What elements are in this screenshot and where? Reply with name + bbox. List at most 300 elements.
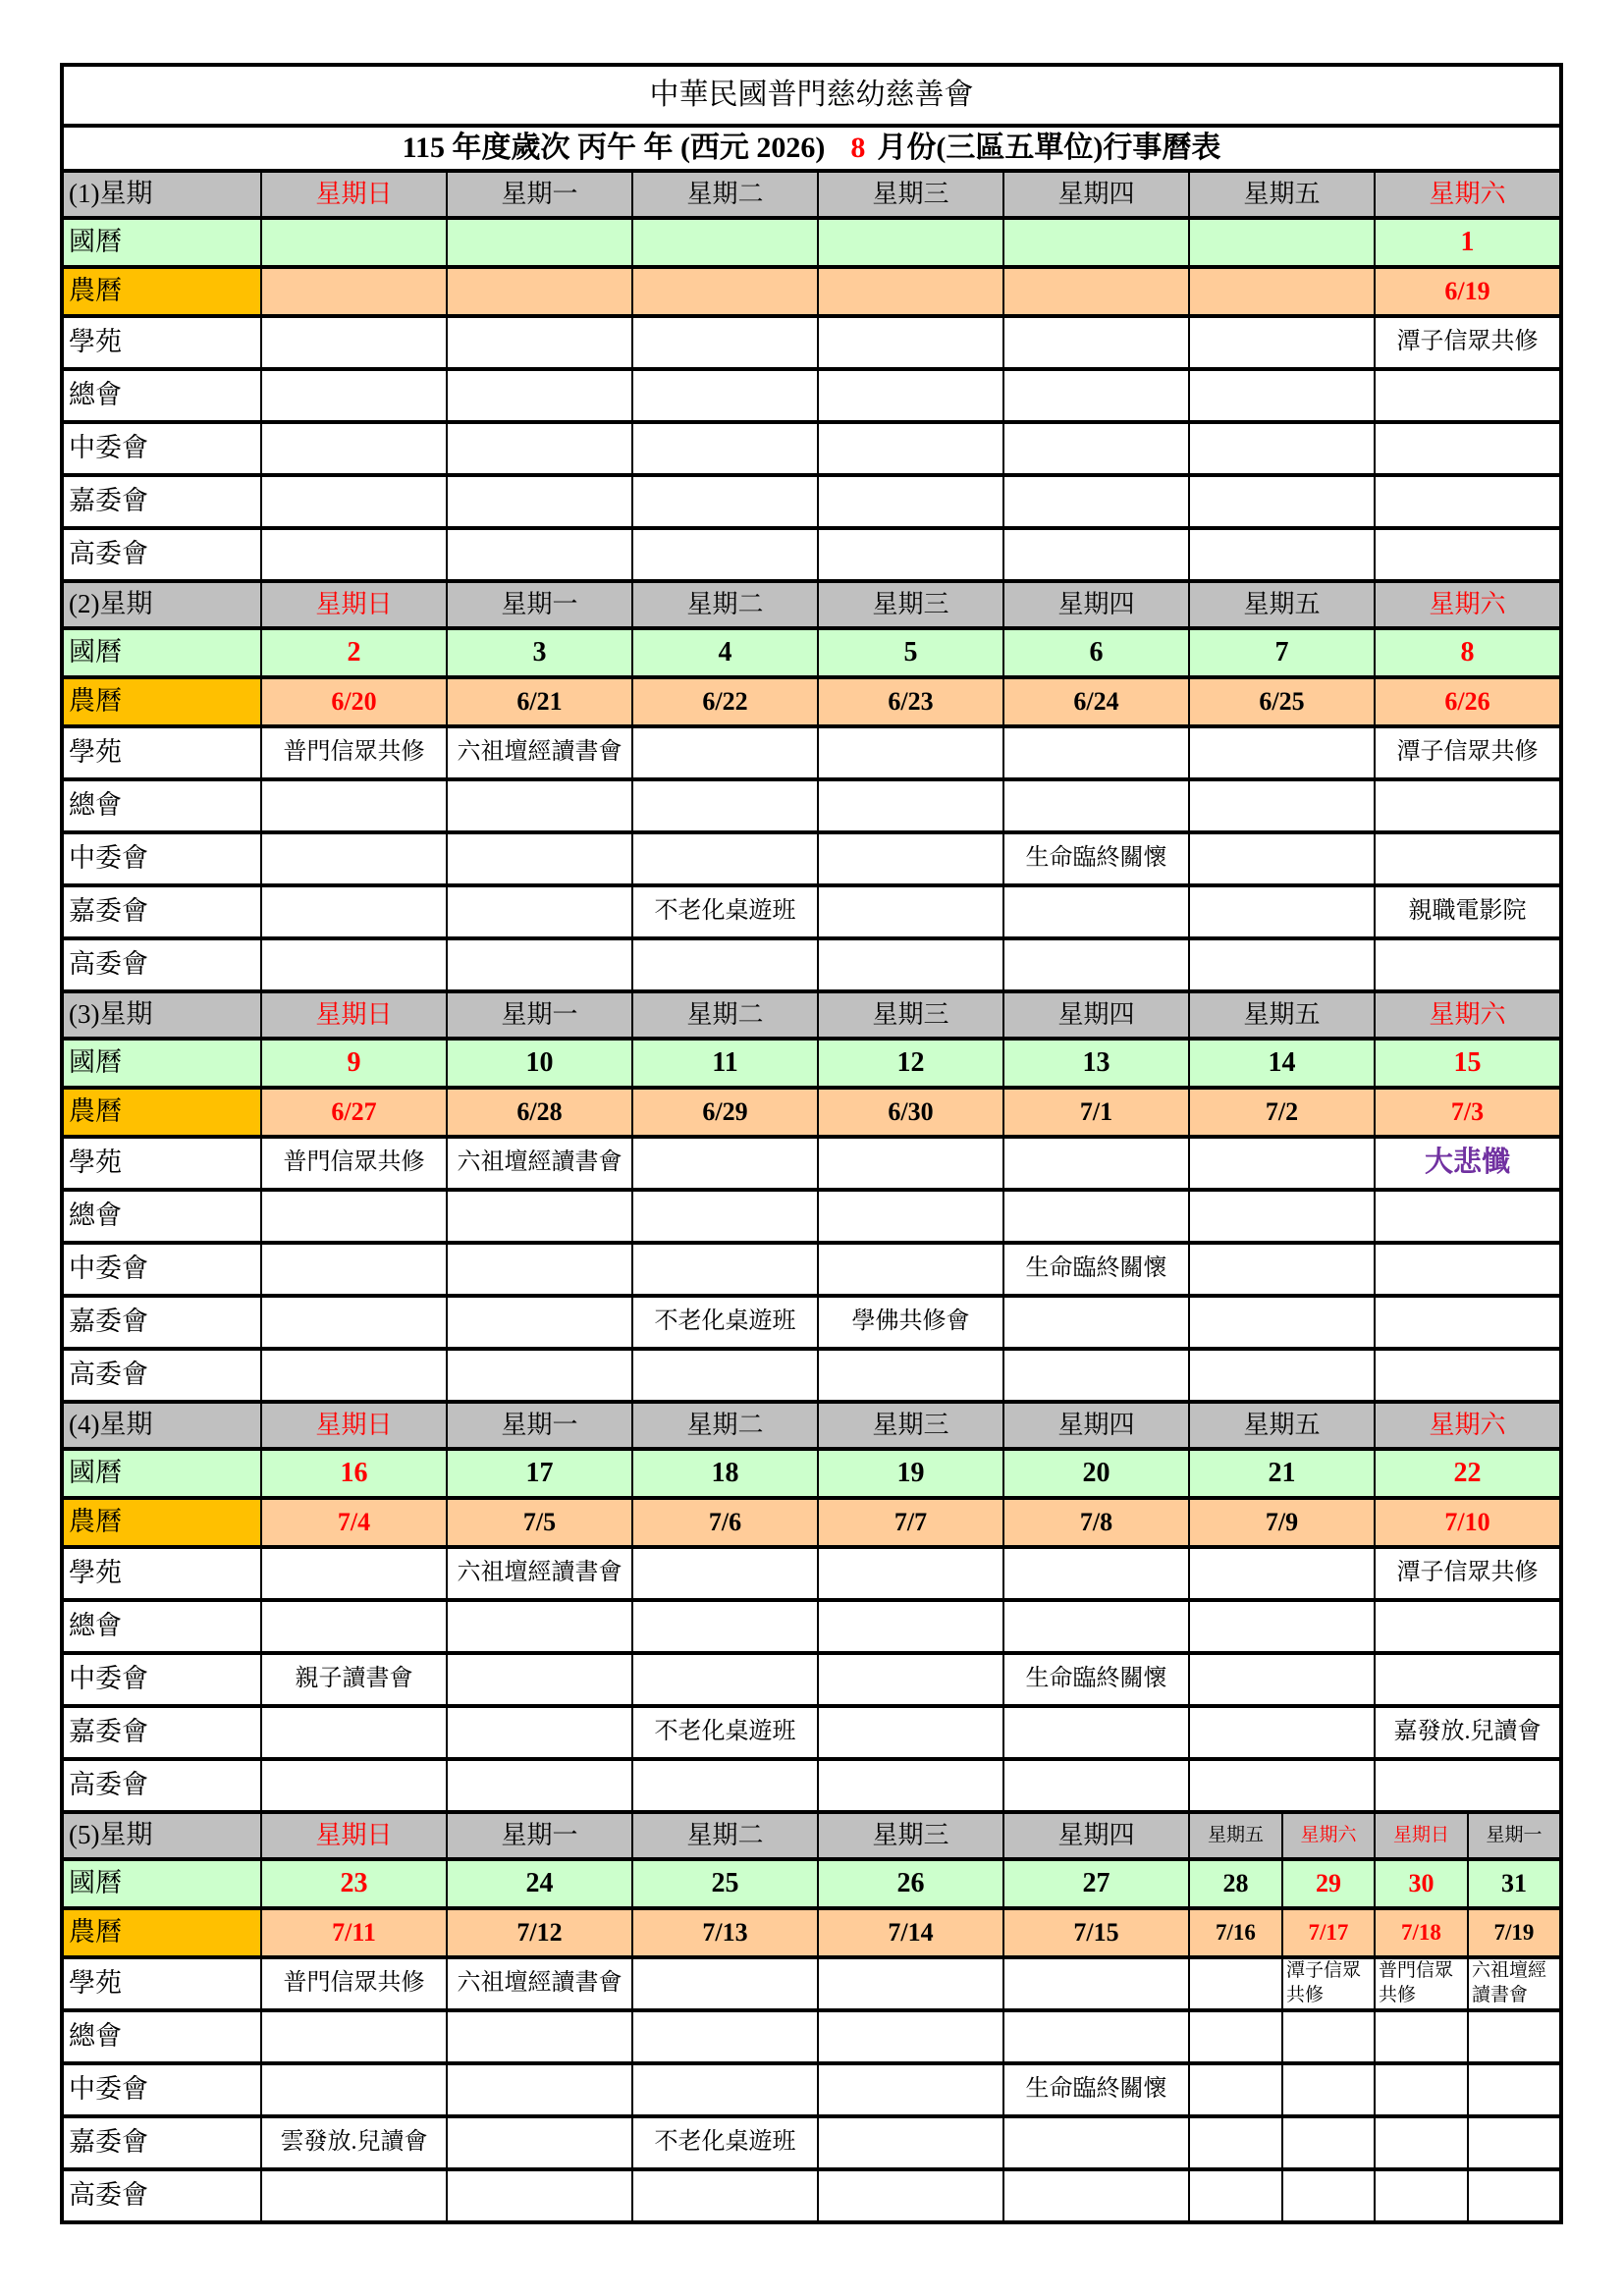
event-cell — [1283, 2118, 1374, 2167]
unit-row-label: 中委會 — [64, 834, 260, 883]
week-3-solar-date-row — [64, 1041, 1559, 1086]
week-4-solar-date-row — [64, 1451, 1559, 1496]
event-cell — [1004, 477, 1188, 526]
event-cell — [1376, 477, 1559, 526]
event-cell — [448, 2171, 631, 2220]
event-cell — [819, 530, 1002, 579]
day-header-cell: 星期三 — [819, 1814, 1002, 1857]
solar-date-cell: 2 — [262, 630, 446, 675]
event-cell — [633, 1549, 817, 1598]
event-cell — [1376, 1655, 1559, 1704]
event-cell — [1004, 2118, 1188, 2167]
week-label: (5)星期 — [64, 1814, 260, 1857]
lunar-date-cell: 7/18 — [1376, 1910, 1467, 1955]
solar-row-label: 國曆 — [64, 1451, 260, 1496]
day-header-cell: 星期五 — [1190, 1814, 1281, 1857]
event-cell — [633, 2012, 817, 2061]
event-cell: 學佛共修會 — [819, 1298, 1002, 1347]
solar-date-cell: 20 — [1004, 1451, 1188, 1496]
event-cell — [262, 318, 446, 367]
lunar-date-cell: 6/30 — [819, 1090, 1002, 1135]
lunar-date-cell: 6/27 — [262, 1090, 446, 1135]
event-cell — [448, 2065, 631, 2114]
day-header-cell: 星期三 — [819, 173, 1002, 216]
day-header-cell: 星期一 — [448, 1814, 631, 1857]
solar-row-label: 國曆 — [64, 1041, 260, 1086]
event-cell: 潭子信眾共修 — [1376, 318, 1559, 367]
event-cell — [262, 424, 446, 473]
lunar-row-label: 農曆 — [64, 679, 260, 724]
event-cell — [1376, 1245, 1559, 1294]
week-5-day-header-row — [64, 1814, 1559, 1857]
event-cell — [633, 1139, 817, 1188]
lunar-date-cell: 6/22 — [633, 679, 817, 724]
event-cell — [262, 2065, 446, 2114]
event-cell — [633, 1959, 817, 2008]
event-cell — [1190, 1708, 1374, 1757]
solar-date-cell: 27 — [1004, 1861, 1188, 1906]
event-cell — [819, 728, 1002, 777]
event-cell — [819, 2118, 1002, 2167]
day-header-cell: 星期二 — [633, 173, 817, 216]
day-header-cell: 星期日 — [1376, 1814, 1467, 1857]
event-cell — [1004, 530, 1188, 579]
unit-row-label: 學苑 — [64, 1959, 260, 2008]
event-cell — [1190, 2118, 1281, 2167]
lunar-date-cell: 6/19 — [1376, 269, 1559, 314]
week-label: (3)星期 — [64, 993, 260, 1037]
event-cell — [448, 1761, 631, 1810]
event-cell — [819, 887, 1002, 936]
week-2-unit-row-5 — [64, 940, 1559, 989]
solar-date-cell — [819, 220, 1002, 265]
solar-date-cell: 22 — [1376, 1451, 1559, 1496]
event-cell — [1376, 1761, 1559, 1810]
event-cell — [1004, 1139, 1188, 1188]
day-header-cell: 星期四 — [1004, 1404, 1188, 1447]
week-1-solar-date-row — [64, 220, 1559, 265]
week-1-unit-row-3 — [64, 424, 1559, 473]
event-cell — [1376, 940, 1559, 989]
lunar-date-cell: 7/8 — [1004, 1500, 1188, 1545]
lunar-date-cell: 7/5 — [448, 1500, 631, 1545]
unit-row-label: 學苑 — [64, 1139, 260, 1188]
day-header-cell: 星期二 — [633, 993, 817, 1037]
week-3-unit-row-5 — [64, 1351, 1559, 1400]
event-cell — [448, 1245, 631, 1294]
event-cell — [1190, 781, 1374, 830]
unit-row-label: 高委會 — [64, 2171, 260, 2220]
event-cell — [819, 2065, 1002, 2114]
event-cell — [819, 424, 1002, 473]
event-cell — [448, 781, 631, 830]
unit-row-label: 嘉委會 — [64, 477, 260, 526]
event-cell — [633, 1602, 817, 1651]
unit-row-label: 學苑 — [64, 1549, 260, 1598]
lunar-date-cell: 6/24 — [1004, 679, 1188, 724]
event-cell — [1376, 1192, 1559, 1241]
unit-row-label: 高委會 — [64, 1761, 260, 1810]
event-cell — [819, 1655, 1002, 1704]
lunar-date-cell: 7/2 — [1190, 1090, 1374, 1135]
event-cell — [819, 1959, 1002, 2008]
solar-row-label: 國曆 — [64, 220, 260, 265]
title-row — [64, 67, 1559, 124]
event-cell: 普門信眾共修 — [1376, 1959, 1467, 2008]
subtitle-year-era: 115 年度歲次 丙午 年 (西元 2026) — [402, 131, 826, 164]
day-header-cell: 星期四 — [1004, 583, 1188, 626]
lunar-row-label: 農曆 — [64, 1500, 260, 1545]
event-cell: 雲發放.兒讀會 — [262, 2118, 446, 2167]
week-5-unit-row-5 — [64, 2171, 1559, 2220]
unit-row-label: 中委會 — [64, 2065, 260, 2114]
event-cell: 生命臨終關懷 — [1004, 2065, 1188, 2114]
event-cell: 六祖壇經讀書會 — [1469, 1959, 1559, 2008]
week-2-solar-date-row — [64, 630, 1559, 675]
day-header-cell: 星期五 — [1190, 1404, 1374, 1447]
calendar-table — [60, 63, 1563, 2224]
unit-row-label: 中委會 — [64, 424, 260, 473]
solar-date-cell: 28 — [1190, 1861, 1281, 1906]
week-5-lunar-date-row — [64, 1910, 1559, 1955]
event-cell — [262, 477, 446, 526]
event-cell — [633, 834, 817, 883]
event-cell — [1190, 2012, 1281, 2061]
event-cell — [262, 940, 446, 989]
lunar-date-cell: 7/1 — [1004, 1090, 1188, 1135]
week-4-unit-row-3 — [64, 1655, 1559, 1704]
day-header-cell: 星期五 — [1190, 173, 1374, 216]
day-header-cell: 星期日 — [262, 583, 446, 626]
unit-row-label: 高委會 — [64, 1351, 260, 1400]
calendar-subtitle — [64, 128, 1559, 169]
event-cell — [262, 1761, 446, 1810]
event-cell: 不老化桌遊班 — [633, 1708, 817, 1757]
event-cell — [448, 1351, 631, 1400]
event-cell — [1376, 1602, 1559, 1651]
event-cell — [1004, 1959, 1188, 2008]
event-cell — [448, 887, 631, 936]
event-cell — [1004, 781, 1188, 830]
event-cell — [819, 1351, 1002, 1400]
event-cell — [1469, 2171, 1559, 2220]
event-cell — [1190, 2171, 1281, 2220]
week-3-unit-row-1 — [64, 1139, 1559, 1188]
lunar-date-cell: 7/13 — [633, 1910, 817, 1955]
lunar-date-cell: 7/10 — [1376, 1500, 1559, 1545]
day-header-cell: 星期五 — [1190, 993, 1374, 1037]
event-cell — [633, 940, 817, 989]
event-cell — [448, 2118, 631, 2167]
unit-row-label: 總會 — [64, 1602, 260, 1651]
event-cell — [633, 728, 817, 777]
solar-date-cell: 17 — [448, 1451, 631, 1496]
event-cell — [1004, 2012, 1188, 2061]
event-cell — [1004, 1549, 1188, 1598]
event-cell — [1004, 1298, 1188, 1347]
day-header-cell: 星期日 — [262, 1814, 446, 1857]
lunar-date-cell: 7/4 — [262, 1500, 446, 1545]
week-3-day-header-row — [64, 993, 1559, 1037]
event-cell: 普門信眾共修 — [262, 1139, 446, 1188]
event-cell: 潭子信眾共修 — [1376, 728, 1559, 777]
solar-date-cell: 12 — [819, 1041, 1002, 1086]
event-cell — [819, 1549, 1002, 1598]
week-label: (1)星期 — [64, 173, 260, 216]
event-cell — [1376, 424, 1559, 473]
org-title: 中華民國普門慈幼慈善會 — [64, 67, 1559, 124]
event-cell — [1004, 1708, 1188, 1757]
week-4-lunar-date-row — [64, 1500, 1559, 1545]
event-cell — [1376, 530, 1559, 579]
week-3-unit-row-3 — [64, 1245, 1559, 1294]
event-cell — [633, 1351, 817, 1400]
solar-date-cell: 24 — [448, 1861, 631, 1906]
solar-date-cell: 5 — [819, 630, 1002, 675]
event-cell — [448, 530, 631, 579]
event-cell — [1004, 371, 1188, 420]
event-cell — [262, 781, 446, 830]
event-cell — [1469, 2012, 1559, 2061]
solar-date-cell — [262, 220, 446, 265]
week-2-unit-row-4 — [64, 887, 1559, 936]
event-cell — [1190, 887, 1374, 936]
day-header-cell: 星期日 — [262, 173, 446, 216]
week-1-unit-row-2 — [64, 371, 1559, 420]
week-5-solar-date-row — [64, 1861, 1559, 1906]
day-header-cell: 星期二 — [633, 1404, 817, 1447]
event-cell: 潭子信眾共修 — [1376, 1549, 1559, 1598]
event-cell — [1004, 318, 1188, 367]
event-cell — [1283, 2065, 1374, 2114]
event-cell — [262, 371, 446, 420]
event-cell — [1376, 1351, 1559, 1400]
event-cell — [1190, 834, 1374, 883]
unit-row-label: 嘉委會 — [64, 1298, 260, 1347]
event-cell — [448, 424, 631, 473]
event-cell — [1004, 940, 1188, 989]
lunar-date-cell: 7/6 — [633, 1500, 817, 1545]
event-cell — [1376, 834, 1559, 883]
event-cell — [819, 1139, 1002, 1188]
subtitle-month-number: 8 — [850, 131, 866, 164]
day-header-cell: 星期六 — [1283, 1814, 1374, 1857]
lunar-date-cell: 7/19 — [1469, 1910, 1559, 1955]
day-header-cell: 星期三 — [819, 583, 1002, 626]
event-cell: 親子讀書會 — [262, 1655, 446, 1704]
lunar-date-cell — [633, 269, 817, 314]
event-cell — [1376, 781, 1559, 830]
solar-date-cell: 31 — [1469, 1861, 1559, 1906]
event-cell — [1190, 1549, 1374, 1598]
event-cell: 親職電影院 — [1376, 887, 1559, 936]
day-header-cell: 星期五 — [1190, 583, 1374, 626]
week-label: (2)星期 — [64, 583, 260, 626]
lunar-row-label: 農曆 — [64, 1090, 260, 1135]
event-cell — [1376, 371, 1559, 420]
event-cell: 六祖壇經讀書會 — [448, 1139, 631, 1188]
lunar-date-cell: 7/9 — [1190, 1500, 1374, 1545]
event-cell — [262, 2012, 446, 2061]
event-cell: 不老化桌遊班 — [633, 887, 817, 936]
day-header-cell: 星期一 — [448, 583, 631, 626]
day-header-cell: 星期六 — [1376, 583, 1559, 626]
lunar-date-cell: 7/12 — [448, 1910, 631, 1955]
event-cell — [448, 1192, 631, 1241]
lunar-date-cell: 6/26 — [1376, 679, 1559, 724]
solar-date-cell: 10 — [448, 1041, 631, 1086]
event-cell — [1190, 1761, 1374, 1810]
solar-date-cell: 19 — [819, 1451, 1002, 1496]
lunar-date-cell: 6/20 — [262, 679, 446, 724]
solar-date-cell: 21 — [1190, 1451, 1374, 1496]
event-cell — [1004, 2171, 1188, 2220]
event-cell — [1283, 2012, 1374, 2061]
event-cell — [1376, 2171, 1467, 2220]
event-cell — [633, 424, 817, 473]
week-5-unit-row-2 — [64, 2012, 1559, 2061]
event-cell — [448, 371, 631, 420]
unit-row-label: 中委會 — [64, 1655, 260, 1704]
day-header-cell: 星期六 — [1376, 993, 1559, 1037]
event-cell — [1190, 2065, 1281, 2114]
event-cell — [262, 1245, 446, 1294]
lunar-date-cell: 7/3 — [1376, 1090, 1559, 1135]
week-5-unit-row-3 — [64, 2065, 1559, 2114]
unit-row-label: 總會 — [64, 2012, 260, 2061]
event-cell — [262, 1708, 446, 1757]
event-cell — [448, 477, 631, 526]
event-cell — [1190, 530, 1374, 579]
event-cell — [1190, 1192, 1374, 1241]
event-cell — [1190, 1298, 1374, 1347]
unit-row-label: 高委會 — [64, 530, 260, 579]
week-4-day-header-row — [64, 1404, 1559, 1447]
event-cell: 普門信眾共修 — [262, 728, 446, 777]
event-cell — [1190, 371, 1374, 420]
event-cell: 普門信眾共修 — [262, 1959, 446, 2008]
solar-date-cell — [633, 220, 817, 265]
event-cell: 潭子信眾共修 — [1283, 1959, 1374, 2008]
event-cell — [1190, 940, 1374, 989]
event-cell — [633, 530, 817, 579]
solar-date-cell — [1190, 220, 1374, 265]
event-cell — [448, 834, 631, 883]
week-5-unit-row-4 — [64, 2118, 1559, 2167]
event-cell — [633, 1245, 817, 1294]
event-cell — [819, 1245, 1002, 1294]
event-cell — [1190, 424, 1374, 473]
event-cell — [819, 2171, 1002, 2220]
day-header-cell: 星期一 — [448, 1404, 631, 1447]
event-cell — [1004, 887, 1188, 936]
solar-date-cell: 26 — [819, 1861, 1002, 1906]
event-cell — [633, 1655, 817, 1704]
event-cell — [1004, 1351, 1188, 1400]
solar-date-cell: 16 — [262, 1451, 446, 1496]
lunar-date-cell — [1190, 269, 1374, 314]
event-cell — [633, 1192, 817, 1241]
lunar-date-cell: 6/21 — [448, 679, 631, 724]
day-header-cell: 星期二 — [633, 1814, 817, 1857]
event-cell — [262, 1549, 446, 1598]
event-cell — [819, 371, 1002, 420]
event-cell — [1190, 1959, 1281, 2008]
event-cell — [633, 781, 817, 830]
unit-row-label: 中委會 — [64, 1245, 260, 1294]
event-cell — [1004, 1602, 1188, 1651]
week-1-day-header-row — [64, 173, 1559, 216]
event-cell — [1004, 424, 1188, 473]
solar-date-cell: 13 — [1004, 1041, 1188, 1086]
solar-row-label: 國曆 — [64, 630, 260, 675]
event-cell — [262, 1298, 446, 1347]
solar-date-cell: 8 — [1376, 630, 1559, 675]
event-cell — [448, 1602, 631, 1651]
day-header-cell: 星期一 — [1469, 1814, 1559, 1857]
day-header-cell: 星期六 — [1376, 1404, 1559, 1447]
event-cell — [819, 477, 1002, 526]
solar-date-cell: 1 — [1376, 220, 1559, 265]
event-cell: 不老化桌遊班 — [633, 1298, 817, 1347]
week-2-unit-row-3 — [64, 834, 1559, 883]
solar-date-cell: 4 — [633, 630, 817, 675]
lunar-date-cell: 7/14 — [819, 1910, 1002, 1955]
event-cell — [448, 318, 631, 367]
event-cell — [262, 1351, 446, 1400]
week-3-lunar-date-row — [64, 1090, 1559, 1135]
week-2-lunar-date-row — [64, 679, 1559, 724]
event-cell — [819, 318, 1002, 367]
event-cell — [819, 834, 1002, 883]
solar-row-label: 國曆 — [64, 1861, 260, 1906]
solar-date-cell: 3 — [448, 630, 631, 675]
event-cell — [1190, 318, 1374, 367]
solar-date-cell: 29 — [1283, 1861, 1374, 1906]
week-label: (4)星期 — [64, 1404, 260, 1447]
event-cell — [819, 781, 1002, 830]
event-cell — [448, 1655, 631, 1704]
day-header-cell: 星期一 — [448, 993, 631, 1037]
day-header-cell: 星期四 — [1004, 1814, 1188, 1857]
event-cell — [262, 1602, 446, 1651]
week-3-unit-row-4 — [64, 1298, 1559, 1347]
solar-date-cell: 14 — [1190, 1041, 1374, 1086]
event-cell — [1190, 1351, 1374, 1400]
event-cell — [633, 371, 817, 420]
week-4-unit-row-5 — [64, 1761, 1559, 1810]
solar-date-cell — [448, 220, 631, 265]
week-2-day-header-row — [64, 583, 1559, 626]
lunar-date-cell: 6/29 — [633, 1090, 817, 1135]
week-4-unit-row-2 — [64, 1602, 1559, 1651]
lunar-date-cell: 6/23 — [819, 679, 1002, 724]
solar-date-cell: 23 — [262, 1861, 446, 1906]
event-cell — [1004, 1761, 1188, 1810]
solar-date-cell: 9 — [262, 1041, 446, 1086]
event-cell — [1469, 2118, 1559, 2167]
solar-date-cell: 7 — [1190, 630, 1374, 675]
event-cell: 六祖壇經讀書會 — [448, 728, 631, 777]
event-cell — [819, 2012, 1002, 2061]
solar-date-cell: 18 — [633, 1451, 817, 1496]
solar-date-cell: 6 — [1004, 630, 1188, 675]
event-cell — [1190, 1602, 1374, 1651]
event-cell: 嘉發放.兒讀會 — [1376, 1708, 1559, 1757]
event-cell: 生命臨終關懷 — [1004, 834, 1188, 883]
event-cell — [448, 1708, 631, 1757]
event-cell — [262, 530, 446, 579]
